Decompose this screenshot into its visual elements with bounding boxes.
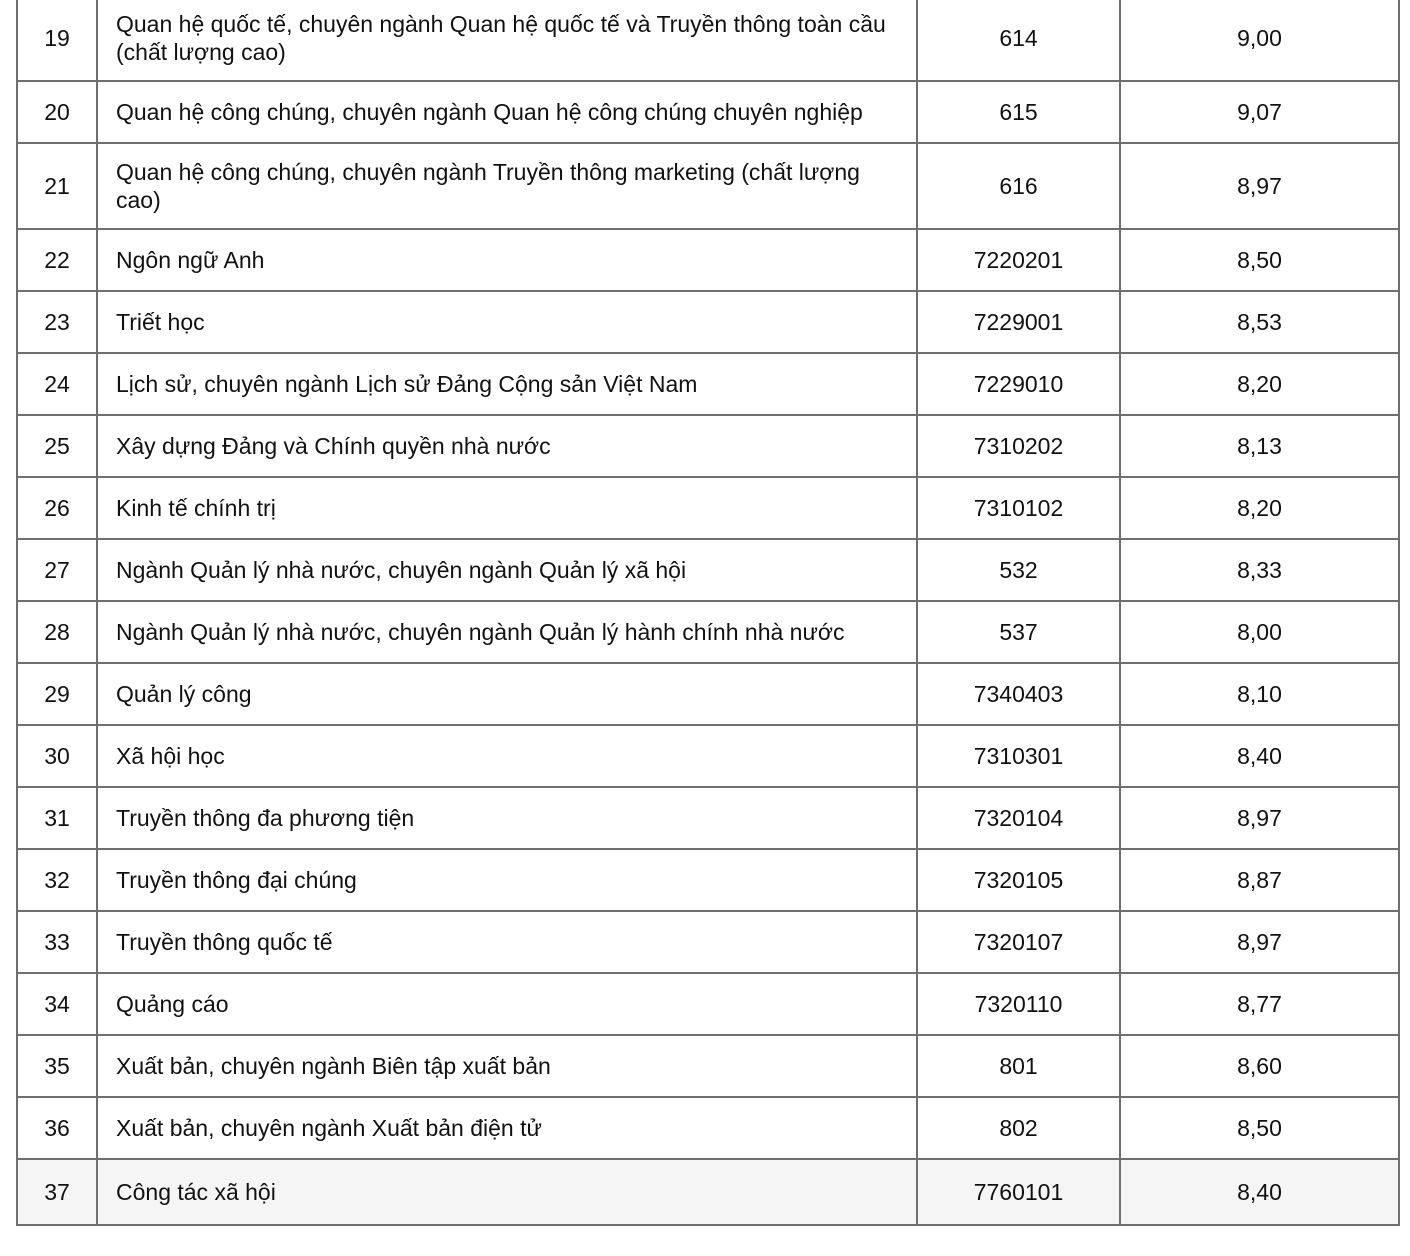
major-name: Triết học — [98, 292, 916, 352]
cutoff-score: 8,50 — [1121, 1098, 1398, 1158]
table-row — [18, 144, 1398, 228]
major-code: 7310301 — [918, 726, 1119, 786]
major-code: 7229010 — [918, 354, 1119, 414]
major-code: 7320107 — [918, 912, 1119, 972]
row-number: 29 — [18, 664, 96, 724]
row-number: 21 — [18, 144, 96, 228]
table-row — [18, 230, 1398, 290]
major-name: Xã hội học — [98, 726, 916, 786]
row-number: 25 — [18, 416, 96, 476]
major-name: Xuất bản, chuyên ngành Biên tập xuất bản — [98, 1036, 916, 1096]
row-number: 33 — [18, 912, 96, 972]
row-number: 22 — [18, 230, 96, 290]
cutoff-score: 8,40 — [1121, 1160, 1398, 1224]
major-code: 7320105 — [918, 850, 1119, 910]
major-name: Ngành Quản lý nhà nước, chuyên ngành Quản lý xã hội — [98, 540, 916, 600]
table-row — [18, 354, 1398, 414]
table-row — [18, 974, 1398, 1034]
major-name: Xây dựng Đảng và Chính quyền nhà nước — [98, 416, 916, 476]
table-row — [18, 540, 1398, 600]
major-code: 7220201 — [918, 230, 1119, 290]
major-code: 7310202 — [918, 416, 1119, 476]
major-code: 7229001 — [918, 292, 1119, 352]
row-number: 30 — [18, 726, 96, 786]
cutoff-score: 8,97 — [1121, 788, 1398, 848]
table-row — [18, 1160, 1398, 1224]
major-name: Quản lý công — [98, 664, 916, 724]
major-name: Quan hệ công chúng, chuyên ngành Quan hệ công chúng chuyên nghiệp — [98, 82, 916, 142]
cutoff-score: 9,00 — [1121, 0, 1398, 80]
major-code: 616 — [918, 144, 1119, 228]
cutoff-score: 8,10 — [1121, 664, 1398, 724]
cutoff-score: 8,40 — [1121, 726, 1398, 786]
table-row — [18, 82, 1398, 142]
cutoff-score: 8,97 — [1121, 144, 1398, 228]
table-row — [18, 478, 1398, 538]
row-number: 19 — [18, 0, 96, 80]
major-code: 7340403 — [918, 664, 1119, 724]
table-row — [18, 726, 1398, 786]
table-row — [18, 0, 1398, 80]
major-name: Ngôn ngữ Anh — [98, 230, 916, 290]
major-code: 7320110 — [918, 974, 1119, 1034]
cutoff-score: 8,20 — [1121, 478, 1398, 538]
row-number: 24 — [18, 354, 96, 414]
table-row — [18, 1098, 1398, 1158]
admission-score-table-container — [16, 0, 1398, 1226]
major-name: Quan hệ quốc tế, chuyên ngành Quan hệ quốc tế và Truyền thông toàn cầu (chất lượng cao) — [98, 0, 916, 80]
row-number: 36 — [18, 1098, 96, 1158]
major-code: 801 — [918, 1036, 1119, 1096]
major-name: Quan hệ công chúng, chuyên ngành Truyền thông marketing (chất lượng cao) — [98, 144, 916, 228]
major-code: 802 — [918, 1098, 1119, 1158]
cutoff-score: 8,50 — [1121, 230, 1398, 290]
major-name: Truyền thông đa phương tiện — [98, 788, 916, 848]
major-name: Truyền thông quốc tế — [98, 912, 916, 972]
row-number: 32 — [18, 850, 96, 910]
row-number: 23 — [18, 292, 96, 352]
cutoff-score: 9,07 — [1121, 82, 1398, 142]
cutoff-score: 8,87 — [1121, 850, 1398, 910]
table-row — [18, 850, 1398, 910]
table-row — [18, 602, 1398, 662]
major-code: 7310102 — [918, 478, 1119, 538]
cutoff-score: 8,53 — [1121, 292, 1398, 352]
major-code: 615 — [918, 82, 1119, 142]
major-code: 7320104 — [918, 788, 1119, 848]
table-row — [18, 292, 1398, 352]
row-number: 31 — [18, 788, 96, 848]
row-number: 26 — [18, 478, 96, 538]
table-row — [18, 416, 1398, 476]
table-row — [18, 1036, 1398, 1096]
cutoff-score: 8,13 — [1121, 416, 1398, 476]
table-row — [18, 664, 1398, 724]
cutoff-score: 8,33 — [1121, 540, 1398, 600]
major-name: Công tác xã hội — [98, 1160, 916, 1224]
cutoff-score: 8,00 — [1121, 602, 1398, 662]
cutoff-score: 8,77 — [1121, 974, 1398, 1034]
major-code: 7760101 — [918, 1160, 1119, 1224]
major-name: Kinh tế chính trị — [98, 478, 916, 538]
major-code: 537 — [918, 602, 1119, 662]
table-row — [18, 788, 1398, 848]
row-number: 20 — [18, 82, 96, 142]
cutoff-score: 8,20 — [1121, 354, 1398, 414]
admission-score-table — [16, 0, 1400, 1226]
major-name: Lịch sử, chuyên ngành Lịch sử Đảng Cộng sản Việt Nam — [98, 354, 916, 414]
table-row — [18, 912, 1398, 972]
row-number: 27 — [18, 540, 96, 600]
row-number: 37 — [18, 1160, 96, 1224]
cutoff-score: 8,97 — [1121, 912, 1398, 972]
major-name: Truyền thông đại chúng — [98, 850, 916, 910]
major-name: Xuất bản, chuyên ngành Xuất bản điện tử — [98, 1098, 916, 1158]
major-code: 532 — [918, 540, 1119, 600]
cutoff-score: 8,60 — [1121, 1036, 1398, 1096]
row-number: 34 — [18, 974, 96, 1034]
major-name: Quảng cáo — [98, 974, 916, 1034]
row-number: 28 — [18, 602, 96, 662]
row-number: 35 — [18, 1036, 96, 1096]
major-code: 614 — [918, 0, 1119, 80]
major-name: Ngành Quản lý nhà nước, chuyên ngành Quản lý hành chính nhà nước — [98, 602, 916, 662]
